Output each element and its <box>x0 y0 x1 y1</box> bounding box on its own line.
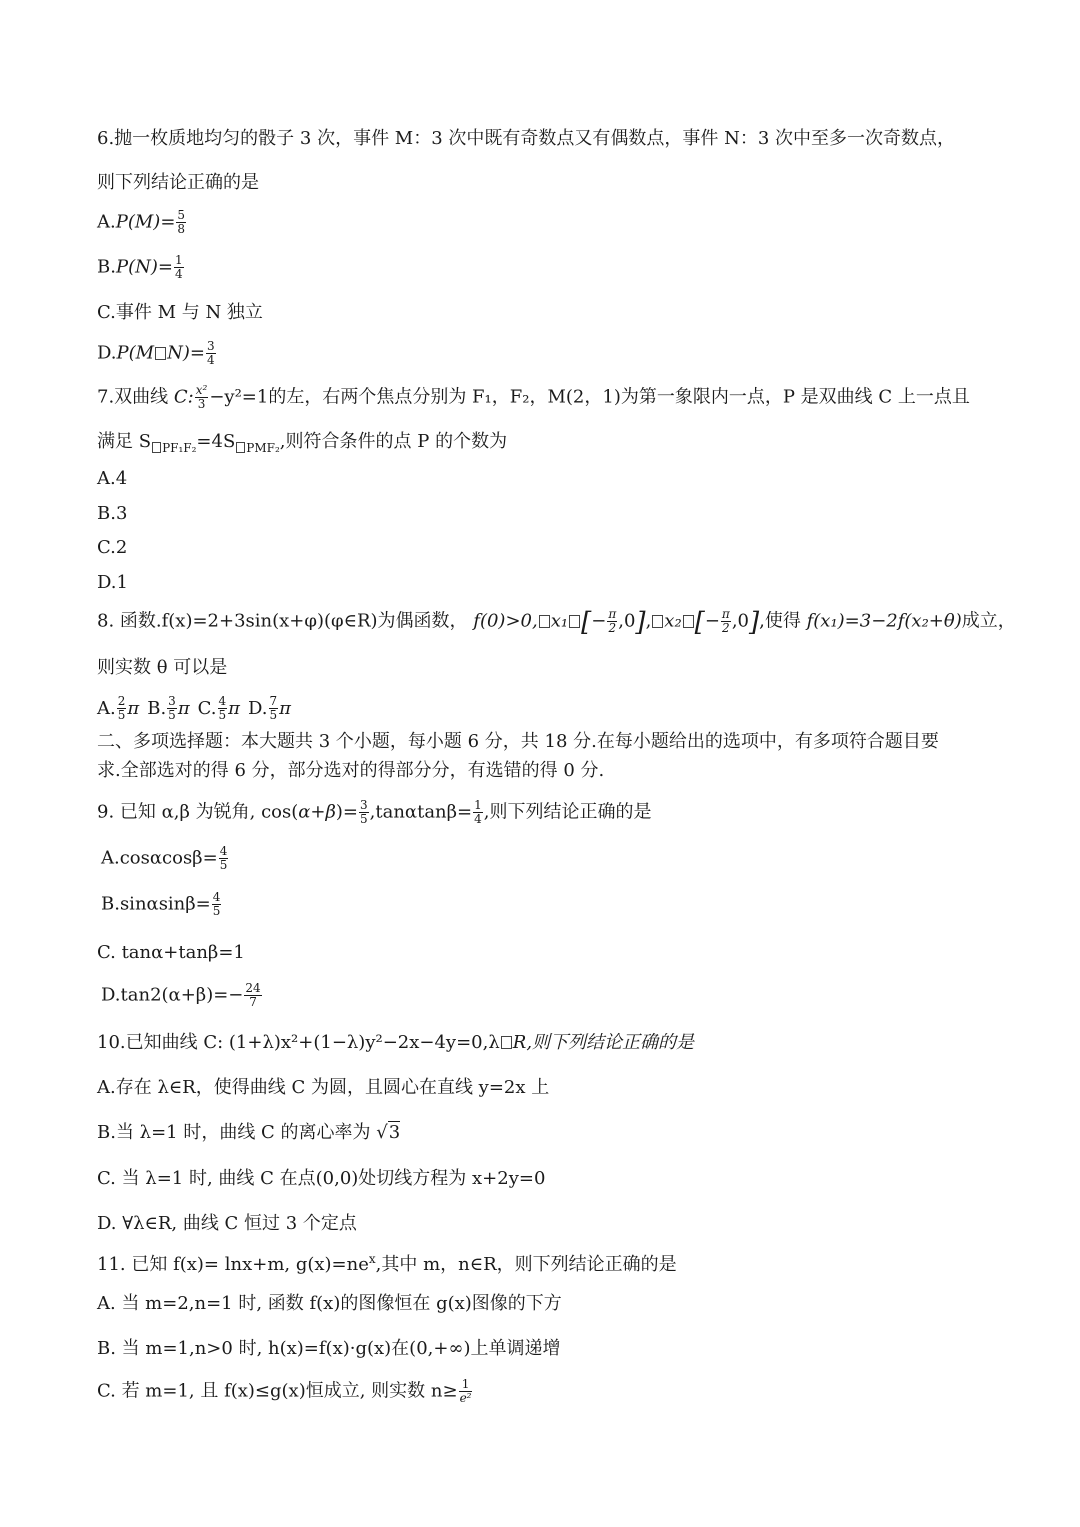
q6-stem-line2: 则下列结论正确的是 <box>97 172 259 193</box>
fraction: $\frac{1}{4}$ <box>174 253 183 281</box>
fraction: $\frac{\text{x²}}{3}$ <box>195 383 208 411</box>
placeholder-box-icon <box>236 442 245 453</box>
q6-option-b: B.P(N)= $\frac{1}{4}$ <box>97 253 183 281</box>
placeholder-box-icon <box>155 347 166 360</box>
q6-stem-line1: 6.抛一枚质地均匀的骰子 3 次，事件 M：3 次中既有奇数点又有偶数点，事件 N：3 次中至多一次奇数点， <box>97 128 956 149</box>
fraction: $\frac{1}{\text{e²}}$ <box>459 1377 472 1405</box>
fraction: $\frac{4}{5}$ <box>218 694 227 722</box>
fraction: $\frac{1}{4}$ <box>474 798 482 826</box>
fraction: $\frac{4}{5}$ <box>212 890 221 918</box>
q7-option-c: C.2 <box>97 537 128 558</box>
q8-option-c: C. $\frac{4}{5}$ π <box>197 694 240 722</box>
placeholder-box-icon <box>539 615 550 628</box>
section2-heading-line1: 二、多项选择题：本大题共 3 个小题，每小题 6 分，共 18 分.在每小题给出的选项中，有多项符合题目要 <box>97 731 939 752</box>
fraction: $\frac{\pi}{2}$ <box>721 607 730 635</box>
q7-option-a: A.4 <box>97 468 128 489</box>
q10-option-a: A.存在 λ∈R，使得曲线 C 为圆，且圆心在直线 y=2x 上 <box>97 1077 550 1098</box>
q11-stem: 11. 已知 f(x)= lnx+m, $g(x)=ne^x$,其中 m，n∈R，则下列结论正确的是 <box>97 1252 677 1275</box>
fraction: $\frac{3}{4}$ <box>206 339 215 367</box>
placeholder-box-icon <box>683 615 694 628</box>
placeholder-box-icon <box>501 1036 512 1049</box>
q9-option-d: D.tan2(α+β)=− $\frac{24}{7}$ <box>101 981 261 1009</box>
q6-option-a: A.P(M)= $\frac{5}{8}$ <box>97 208 186 236</box>
fraction: $\frac{7}{5}$ <box>269 694 278 722</box>
placeholder-box-icon <box>152 442 161 453</box>
q8-option-a: A. $\frac{2}{5}$ π <box>97 694 140 722</box>
fraction: $\frac{4}{5}$ <box>219 844 228 872</box>
q10-stem: 10.已知曲线 C: (1+λ)x²+(1−λ)y²−2x−4y=0,λ R,则下列结论正确的是 <box>97 1032 695 1053</box>
q6-option-d: D.P(M N)= $\frac{3}{4}$ <box>97 339 215 367</box>
q6-option-c: C.事件 M 与 N 独立 <box>97 302 263 323</box>
fraction: $\frac{24}{7}$ <box>245 981 261 1009</box>
q7-option-b: B.3 <box>97 503 128 524</box>
q8-option-d: D. $\frac{7}{5}$ π <box>248 694 291 722</box>
q9-stem: 9. 已知 α,β 为锐角, cos(α+β)= $\frac{3}{5}$ ,tanαtanβ= $\frac{1}{4}$ ,则下列结论正确的是 <box>97 798 652 826</box>
fraction: $\frac{\pi}{2}$ <box>608 607 617 635</box>
q9-option-b: B.sinαsinβ= $\frac{4}{5}$ <box>101 890 221 918</box>
q8-option-b: B. $\frac{3}{5}$ π <box>147 694 190 722</box>
q8-stem-line1: 8. 函数.f(x)=2+3sin(x+φ)(φ∈R)为偶函数， f(0)>0, x₁ [− $\frac{\pi}{2}$ ,0], x₂ [− $\frac{\pi}{2}$ ,0],使得 f(x₁)=3−2f(x₂+θ)成立， <box>97 607 1016 638</box>
q10-option-c: C. 当 λ=1 时, 曲线 C 在点(0,0)处切线方程为 x+2y=0 <box>97 1168 546 1189</box>
q10-option-d: D. ∀λ∈R, 曲线 C 恒过 3 个定点 <box>97 1213 357 1234</box>
q7-option-d: D.1 <box>97 572 128 593</box>
placeholder-box-icon <box>652 615 663 628</box>
fraction: $\frac{3}{5}$ <box>360 798 368 826</box>
section2-heading-line2: 求.全部选对的得 6 分，部分选对的得部分分，有选错的得 0 分. <box>97 760 605 781</box>
q10-option-b: B.当 λ=1 时，曲线 C 的离心率为 √3 <box>97 1122 401 1143</box>
q11-option-c: C. 若 m=1, 且 f(x)≤g(x)恒成立, 则实数 n≥ $\frac{1}{\text{e²}}$ <box>97 1377 472 1405</box>
q11-option-a: A. 当 m=2,n=1 时, 函数 f(x)的图像恒在 g(x)图像的下方 <box>97 1293 562 1314</box>
fraction: $\frac{2}{5}$ <box>117 694 126 722</box>
q8-stem-line2: 则实数 θ 可以是 <box>97 657 228 678</box>
q9-option-c: C. tanα+tanβ=1 <box>97 942 245 963</box>
placeholder-box-icon <box>569 615 580 628</box>
q11-option-b: B. 当 m=1,n>0 时, h(x)=f(x)·g(x)在(0,+∞)上单调递增 <box>97 1338 561 1359</box>
q7-stem-line1: 7.双曲线 C: $\frac{\text{x²}}{3}$ −y²=1的左，右两个焦点分别为 F₁，F₂，M(2，1)为第一象限内一点，P 是双曲线 C 上一点且 <box>97 383 970 411</box>
fraction: $\frac{3}{5}$ <box>168 694 176 722</box>
q7-stem-line2: 满足 S $_{PF_1F_2}$=4S $_{PMF_2}$,则符合条件的点 P 的个数为 <box>97 431 508 455</box>
fraction: $\frac{5}{8}$ <box>177 208 186 236</box>
q9-option-a: A.cosαcosβ= $\frac{4}{5}$ <box>101 844 228 872</box>
q8-options <box>97 695 299 722</box>
